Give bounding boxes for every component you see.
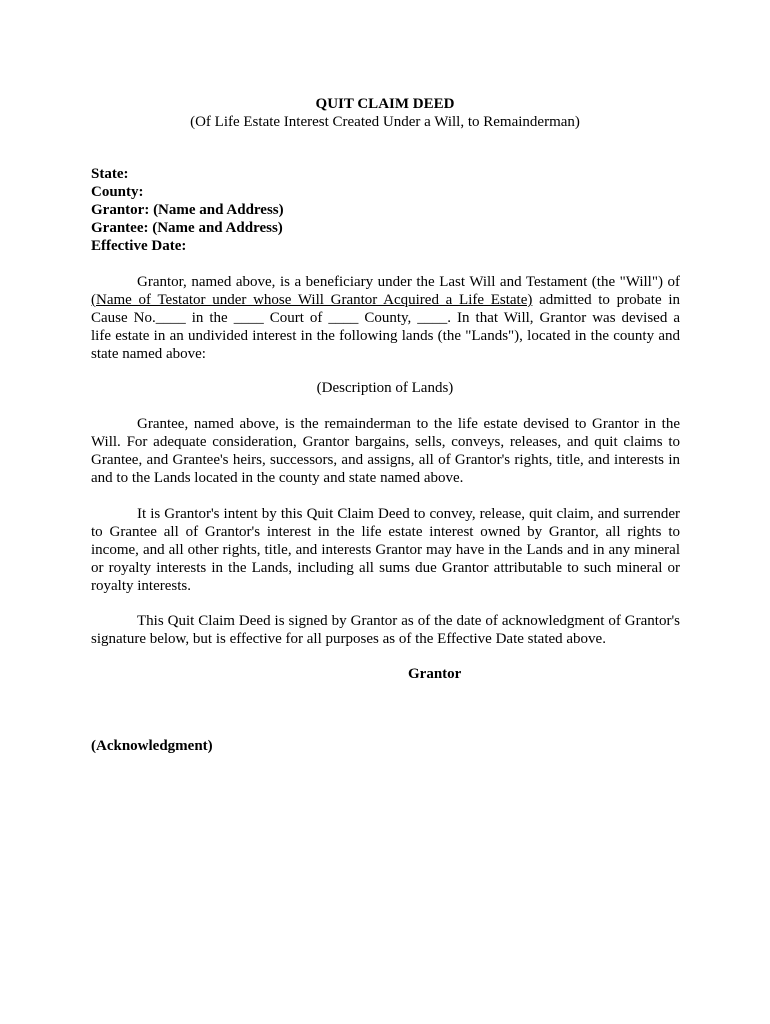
para1-line1: Grantor, named above, is a beneficiary under the Last Will and Testament (the "Will") of: [137, 274, 680, 290]
paragraph-remainderman: [91, 415, 680, 487]
effective-date-field-label: Effective Date:: [91, 238, 187, 254]
grantor-signature-label: Grantor: [408, 666, 462, 682]
testator-name-placeholder: (Name of Testator under whose Will Grantor Acquired a Life Estate): [91, 292, 533, 308]
para2-line2: Will. For adequate consideration, Grantor bargains, sells, conveys, releases, and quit claims to: [91, 434, 680, 450]
para2-line3: Grantee, and Grantee's heirs, successors, and assigns, all of Grantor's rights, title, and interests in: [91, 452, 680, 468]
para2-line4: and to the Lands located in the county and state named above.: [91, 470, 464, 486]
para4-line2: signature below, but is effective for all purposes as of the Effective Date stated above.: [91, 631, 606, 647]
para1-line2-rest: admitted to probate in: [532, 292, 680, 308]
paragraph-effective: [91, 612, 680, 648]
para1-line3: Cause No.____ in the ____ Court of ____ County, ____. In that Will, Grantor was devised a: [91, 310, 680, 326]
grantor-field-label: Grantor: (Name and Address): [91, 202, 284, 218]
header-fields: [91, 165, 284, 255]
description-of-lands: (Description of Lands): [316, 380, 454, 396]
para3-line4: or royalty interests in the Lands, including all sums due Grantor attributable to such mineral or: [91, 560, 680, 576]
para1-line4: life estate in an undivided interest in the following lands (the "Lands"), located in the county and: [91, 328, 680, 344]
document-subtitle: (Of Life Estate Interest Created Under a Will, to Remainderman): [190, 114, 580, 130]
paragraph-intent: [91, 505, 680, 595]
para1-line5: state named above:: [91, 346, 206, 362]
para3-line2: to Grantee all of Grantor's interest in the life estate interest owned by Grantor, all rights to: [91, 524, 680, 540]
para2-line1: Grantee, named above, is the remainderman to the life estate devised to Grantor in the: [137, 416, 680, 432]
document-title: QUIT CLAIM DEED: [315, 96, 455, 112]
grantee-field-label: Grantee: (Name and Address): [91, 220, 283, 236]
para3-line5: royalty interests.: [91, 578, 191, 594]
state-field-label: State:: [91, 166, 129, 182]
acknowledgment-label: (Acknowledgment): [91, 738, 213, 754]
para3-line3: income, and all other rights, title, and interests Grantor may have in the Lands and in any mineral: [91, 542, 680, 558]
county-field-label: County:: [91, 184, 144, 200]
para4-line1: This Quit Claim Deed is signed by Grantor as of the date of acknowledgment of Grantor's: [137, 613, 680, 629]
paragraph-beneficiary: [91, 273, 680, 363]
para3-line1: It is Grantor's intent by this Quit Claim Deed to convey, release, quit claim, and surrender: [137, 506, 680, 522]
